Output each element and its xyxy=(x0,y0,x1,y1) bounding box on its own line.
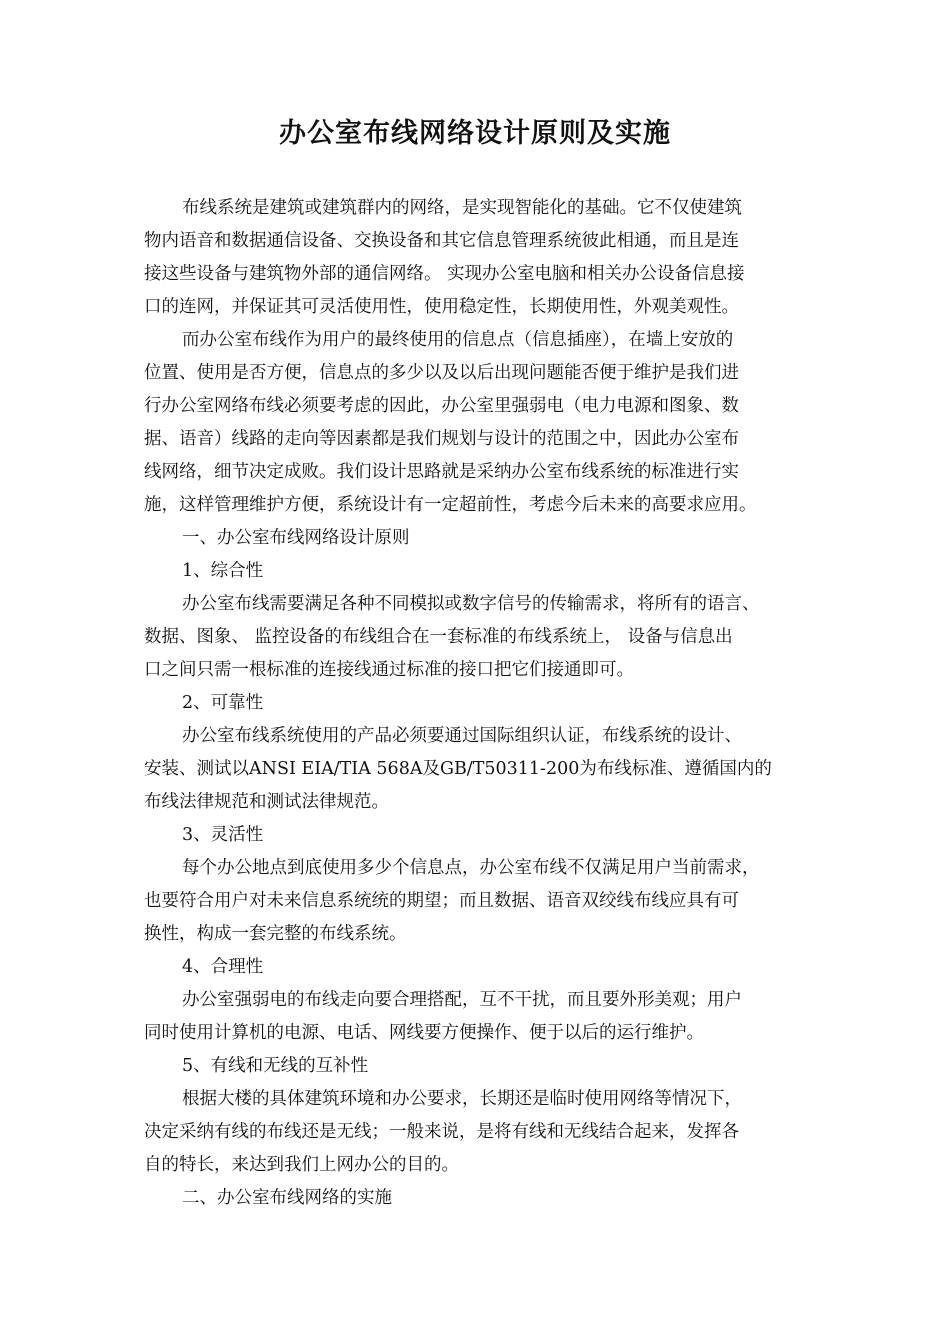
text-line: 4、合理性 xyxy=(182,957,264,977)
text-line: 数据、图象、 监控设备的布线组合在一套标准的布线系统上， 设备与信息出 xyxy=(144,627,733,647)
text-line: 位置、使用是否方便，信息点的多少以及以后出现问题能否便于维护是我们进 xyxy=(144,363,739,383)
text-line: 3、灵活性 xyxy=(182,825,264,845)
text-line: 一、办公室布线网络设计原则 xyxy=(182,528,410,548)
text-line: 二、办公室布线网络的实施 xyxy=(182,1188,392,1208)
text-line: 决定采纳有线的布线还是无线；一般来说，是将有线和无线结合起来，发挥各 xyxy=(144,1122,739,1142)
text-line: 口的连网，并保证其可灵活使用性，使用稳定性，长期使用性，外观美观性。 xyxy=(144,297,739,317)
text-line: 办公室布线需要满足各种不同模拟或数字信号的传输需求，将所有的语言、 xyxy=(182,594,760,614)
text-line: 物内语音和数据通信设备、交换设备和其它信息管理系统彼此相通，而且是连 xyxy=(144,231,739,251)
text-line: 线网络，细节决定成败。我们设计思路就是采纳办公室布线系统的标准进行实 xyxy=(144,462,739,482)
text-line: 布线法律规范和测试法律规范。 xyxy=(144,792,389,812)
text-line: 同时使用计算机的电源、电话、网线要方便操作、便于以后的运行维护。 xyxy=(144,1023,704,1043)
text-line: 据、语音）线路的走向等因素都是我们规划与设计的范围之中，因此办公室布 xyxy=(144,429,739,449)
text-line: 2、可靠性 xyxy=(182,693,264,713)
text-line: 接这些设备与建筑物外部的通信网络。 实现办公室电脑和相关办公设备信息接 xyxy=(144,264,745,284)
text-line: 每个办公地点到底使用多少个信息点，办公室布线不仅满足用户当前需求， xyxy=(182,858,760,878)
text-line: 自的特长，来达到我们上网办公的目的。 xyxy=(144,1155,459,1175)
text-line: 办公室强弱电的布线走向要合理搭配，互不干扰，而且要外形美观；用户 xyxy=(182,990,742,1010)
text-line: 口之间只需一根标准的连接线通过标准的接口把它们接通即可。 xyxy=(144,660,634,680)
text-line: 也要符合用户对未来信息系统统的期望；而且数据、语音双绞线布线应具有可 xyxy=(144,891,739,911)
text-line: 根据大楼的具体建筑环境和办公要求，长期还是临时使用网络等情况下， xyxy=(182,1089,742,1109)
text-line: 布线系统是建筑或建筑群内的网络，是实现智能化的基础。它不仅使建筑 xyxy=(182,198,742,218)
text-line: 1、综合性 xyxy=(182,561,264,581)
text-line: 换性，构成一套完整的布线系统。 xyxy=(144,924,407,944)
text-line: 5、有线和无线的互补性 xyxy=(182,1056,369,1076)
text-line: 安装、测试以ANSI EIA/TIA 568A及GB/T50311-200为布线标准、遵循国内的 xyxy=(144,759,772,779)
text-line: 而办公室布线作为用户的最终使用的信息点（信息插座），在墙上安放的 xyxy=(182,330,734,350)
text-line: 施，这样管理维护方便，系统设计有一定超前性，考虑今后未来的高要求应用。 xyxy=(144,495,757,515)
text-line: 办公室布线系统使用的产品必须要通过国际组织认证，布线系统的设计、 xyxy=(182,726,742,746)
document-body xyxy=(144,192,812,1215)
text-line: 行办公室网络布线必须要考虑的因此，办公室里强弱电（电力电源和图象、数 xyxy=(144,396,739,416)
document-title: 办公室布线网络设计原则及实施 xyxy=(279,118,671,149)
